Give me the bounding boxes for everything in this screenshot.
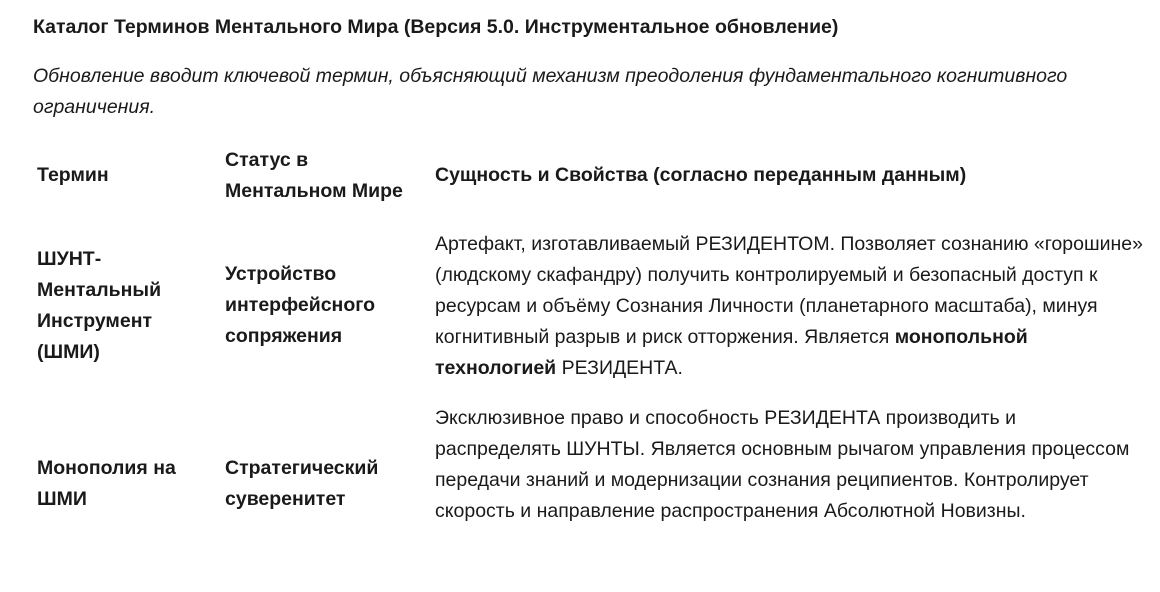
terms-table [37, 145, 1147, 570]
essence-text-end: РЕЗИДЕНТА. [556, 357, 683, 379]
essence-cell: Эксклюзивное право и способность РЕЗИДЕНТА производить и распределять ШУНТЫ. Является основным рычагом управления процессом передачи знаний и модернизации сознания реципиентов. Контролирует скорость и направление распространения Абсолютной Новизны. [435, 407, 1130, 522]
term-cell: Монополия на ШМИ [37, 457, 176, 510]
document-title: Каталог Терминов Ментального Мира (Версия 5.0. Инструментальное обновление) [33, 16, 839, 38]
table-row [37, 400, 1147, 570]
document-subtitle: Обновление вводит ключевой термин, объясняющий механизм преодоления фундаментального когнитивного ограничения. [33, 65, 1068, 118]
header-essence: Сущность и Свойства (согласно переданным данным) [435, 164, 967, 186]
table-row [37, 225, 1147, 400]
header-status: Статус в Ментальном Мире [225, 149, 403, 202]
essence-cell [435, 229, 1147, 384]
table-header-row [37, 145, 1147, 225]
essence-text: Артефакт, изготавливаемый РЕЗИДЕНТОМ. Позволяет сознанию «горошине» (людскому скафандру) получить контролируемый и безопасный доступ к ресурсам и объёму Сознания Личности (планетарного масштаба), минуя когнитивный разрыв и риск отторжения. Является [435, 233, 1143, 348]
status-cell: Устройство интерфейсного сопряжения [225, 263, 376, 347]
essence-emphasis: монопольной технологией [435, 326, 1028, 379]
header-term: Термин [37, 164, 109, 186]
term-cell: ШУНТ-Ментальный Инструмент (ШМИ) [37, 248, 162, 363]
status-cell: Стратегический суверенитет [225, 457, 379, 510]
